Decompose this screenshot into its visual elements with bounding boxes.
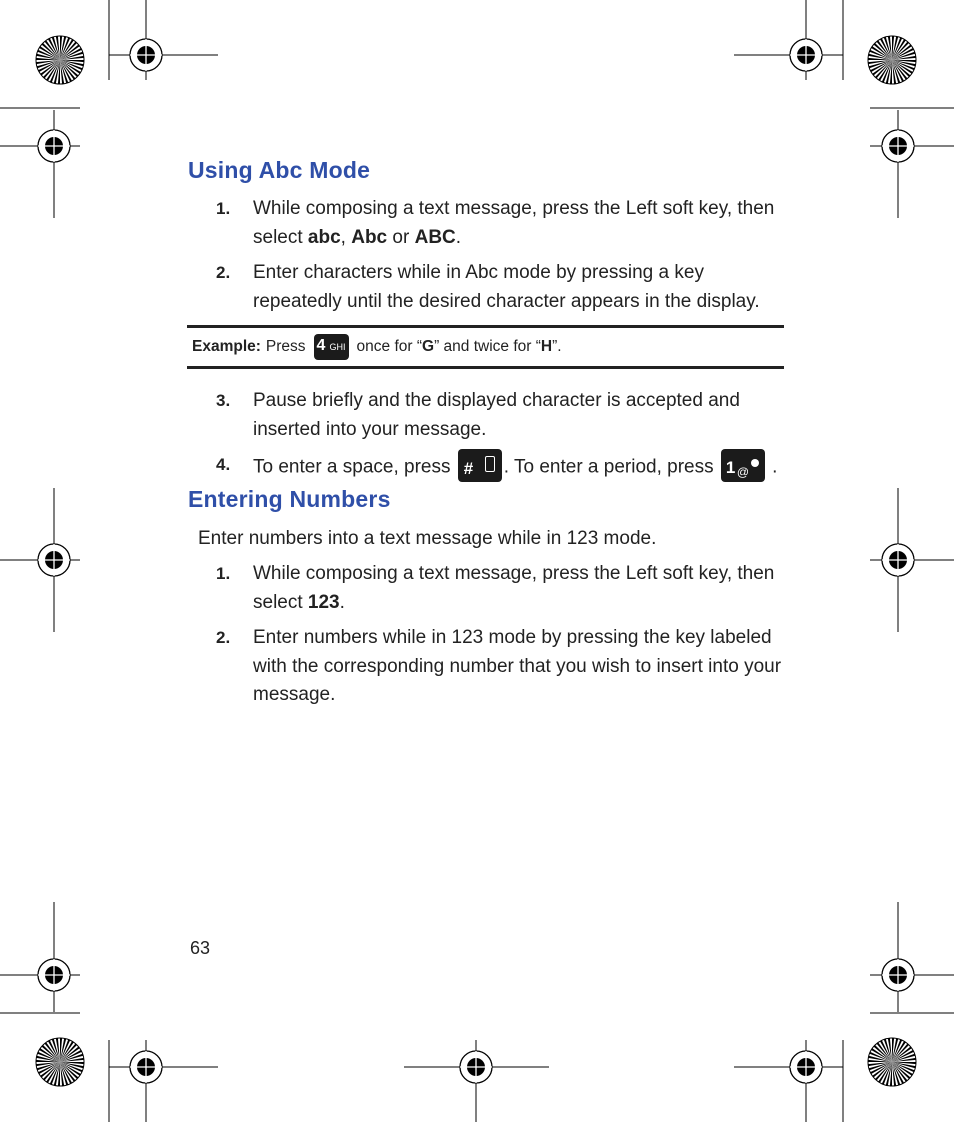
example-label: Example: (192, 338, 261, 355)
step-number: 1. (216, 564, 231, 583)
key-4-ghi-icon: 4 GHI (314, 334, 349, 360)
key-pound-space-icon: # (458, 449, 502, 482)
step-number: 2. (216, 628, 231, 647)
step-number: 3. (216, 391, 231, 410)
step-number: 2. (216, 263, 231, 282)
page-number: 63 (190, 938, 211, 958)
example-box: Example: Press 4 GHI once for “ G ” and twice for “ H ”. (187, 325, 784, 369)
key-1-at-period-icon: 1 @ (721, 449, 765, 482)
step-text: Enter characters while in Abc mode by pressing a key repeatedly until the desired character appears in the display. (253, 262, 760, 312)
step-number: 1. (216, 199, 231, 218)
step-text: To enter a space, press # . To enter a period, press 1 @ . (253, 451, 793, 484)
step-text: While composing a text message, press the Left soft key, then select 123. (253, 563, 775, 613)
step-number: 4. (216, 455, 231, 474)
step-text: Enter numbers while in 123 mode by pressing the key labeled with the corresponding number that you wish to insert into your message. (253, 627, 782, 705)
step-text: Pause briefly and the displayed character is accepted and inserted into your message. (253, 390, 740, 440)
heading-entering-numbers: Entering Numbers (188, 486, 391, 512)
heading-using-abc-mode: Using Abc Mode (188, 157, 371, 183)
intro-paragraph: Enter numbers into a text message while in 123 mode. (198, 528, 657, 549)
step-text: While composing a text message, press the Left soft key, then select abc, Abc or ABC. (253, 198, 775, 248)
